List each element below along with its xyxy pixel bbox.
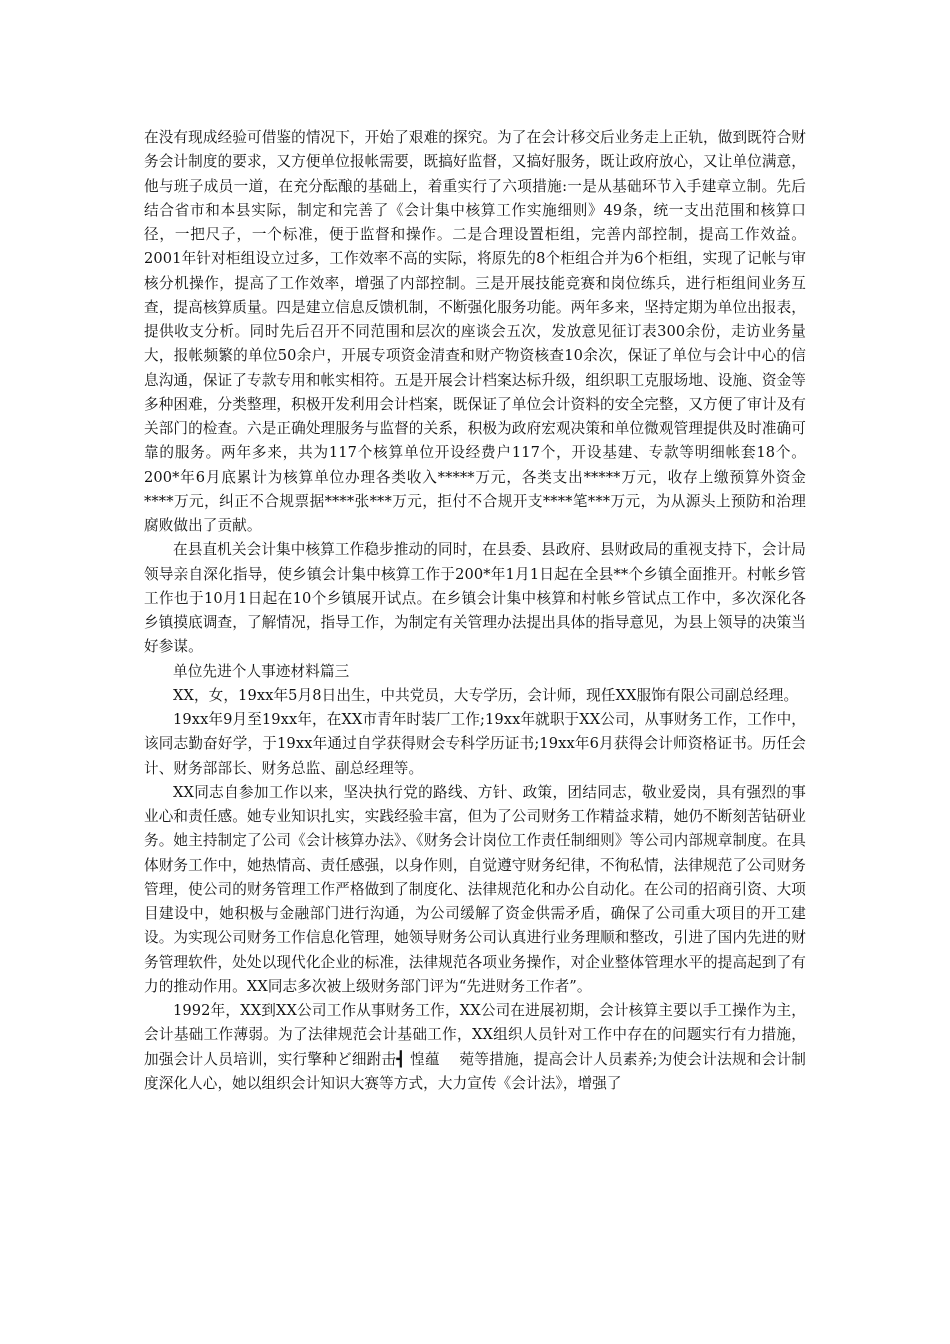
- document-page: [144, 126, 806, 1096]
- paragraph: XX，女，19xx年5月8日出生，中共党员，大专学历，会计师，现任XX服饰有限公司副总经理。: [173, 686, 799, 704]
- paragraph: 在县直机关会计集中核算工作稳步推动的同时，在县委、县政府、县财政局的重视支持下，会计局领导亲自深化指导，使乡镇会计集中核算工作于200*年1月1日起在全县**个乡镇全面推开。村帐乡管工作也于10月1日起在10个乡镇展开试点。在乡镇会计集中核算和村帐乡管试点工作中，多次深化各乡镇摸底调查，了解情况，指导工作，为制定有关管理办法提出具体的指导意见，为县上领导的决策当好参谋。: [144, 541, 806, 656]
- section-heading: 单位先进个人事迹材料篇三: [173, 662, 350, 680]
- paragraph-continued: 在没有现成经验可借鉴的情况下，开始了艰难的探究。为了在会计移交后业务走上正轨，做到既符合财务会计制度的要求，又方便单位报帐需要，既搞好监督，又搞好服务，既让政府放心，又让单位满意，他与班子成员一道，在充分酝酿的基础上，着重实行了六项措施:一是从基础环节入手建章立制。先后结合省市和本县实际，制定和完善了《会计集中核算工作实施细则》49条，统一支出范围和核算口径，一把尺子，一个标准，便于监督和操作。二是合理设置柜组，完善内部控制，提高工作效益。2001年针对柜组设立过多，工作效率不高的实际，将原先的8个柜组合并为6个柜组，实现了记帐与审核分机操作，提高了工作效率，增强了内部控制。三是开展技能竞赛和岗位练兵，进行柜组间业务互查，提高核算质量。四是建立信息反馈机制，不断强化服务功能。两年多来，坚持定期为单位出报表，提供收支分析。同时先后召开不同范围和层次的座谈会五次，发放意见征订表300余份，走访业务量大，报帐频繁的单位50余户，开展专项资金清查和财产物资核查10余次，保证了单位与会计中心的信息沟通，保证了专款专用和帐实相符。五是开展会计档案达标升级，组织职工克服场地、设施、资金等多种困难，分类整理，积极开发利用会计档案，既保证了单位会计资料的安全完整，又方便了审计及有关部门的检查。六是正确处理服务与监督的关系，积极为政府宏观决策和单位微观管理提供及时准确可靠的服务。两年多来，共为117个核算单位开设经费户117个，开设基建、专款等明细帐套18个。200*年6月底累计为核算单位办理各类收入*****万元，各类支出*****万元，收存上缴预算外资金****万元，纠正不合规票据****张***万元，拒付不合规开支****笔***万元，为从源头上预防和治理腐败做出了贡献。: [144, 129, 806, 534]
- paragraph: 19xx年9月至19xx年，在XX市青年时装厂工作;19xx年就职于XX公司，从事财务工作，工作中，该同志勤奋好学，于19xx年通过自学获得财会专科学历证书;19xx年6月获得会计师资格证书。历任会计、财务部部长、财务总监、副总经理等。: [144, 711, 806, 777]
- paragraph: 1992年，XX到XX公司工作从事财务工作，XX公司在进展初期，会计核算主要以手工操作为主，会计基础工作薄弱。为了法律规范会计基础工作，XX组织人员针对工作中存在的问题实行有力措施，加强会计人员培训，实行擎种ど细跗击┫ 惶蕴 菀等措施，提高会计人员素养;为使会计法规和会计制度深化人心，她以组织会计知识大赛等方式，大力宣传《会计法》，增强了: [144, 1002, 806, 1092]
- paragraph: XX同志自参加工作以来，坚决执行党的路线、方针、政策，团结同志，敬业爱岗，具有强烈的事业心和责任感。她专业知识扎实，实践经验丰富，但为了公司财务工作精益求精，她仍不断刻苦钻研业务。她主持制定了公司《会计核算办法》、《财务会计岗位工作责任制细则》等公司内部规章制度。在具体财务工作中，她热情高、责任感强，以身作则，自觉遵守财务纪律，不徇私情，法律规范了公司财务管理，使公司的财务管理工作严格做到了制度化、法律规范化和办公自动化。在公司的招商引资、大项目建设中，她积极与金融部门进行沟通，为公司缓解了资金供需矛盾，确保了公司重大项目的开工建设。为实现公司财务工作信息化管理，她领导财务公司认真进行业务理顺和整改，引进了国内先进的财务管理软件，处处以现代化企业的标准，法律规范各项业务操作，对企业整体管理水平的提高起到了有力的推动作用。XX同志多次被上级财务部门评为“先进财务工作者”。: [144, 783, 806, 995]
